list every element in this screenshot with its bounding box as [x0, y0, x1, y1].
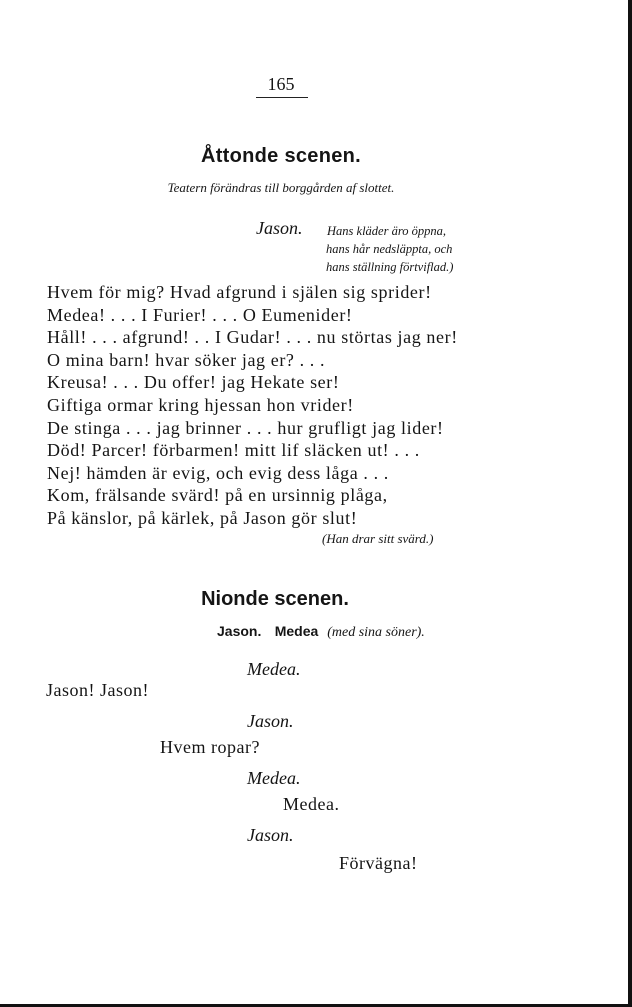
scene-8-speaker: Jason.: [256, 218, 303, 238]
verse-line: Giftiga ormar kring hjessan hon vrider!: [47, 394, 354, 415]
dialogue-line: Medea.: [283, 794, 340, 814]
scene-8-direction-line-3: hans ställning förtviflad.): [326, 260, 454, 274]
dialogue-speaker: Medea.: [247, 659, 301, 679]
verse-line: Kreusa! . . . Du offer! jag Hekate ser!: [47, 372, 340, 393]
scene-9-cast: [217, 623, 425, 641]
page-edge-right: [628, 0, 632, 1007]
dialogue-line: Hvem ropar?: [160, 737, 260, 757]
dialogue-line: Förvägna!: [339, 853, 418, 873]
page-number-rule: [256, 97, 308, 98]
dialogue-speaker: Medea.: [247, 768, 301, 788]
page-number: 165: [267, 74, 295, 94]
verse-line: Nej! hämden är evig, och evig dess låga . . .: [47, 462, 389, 483]
scene-8-title: Åttonde scenen.: [200, 145, 362, 167]
verse-line: Håll! . . . afgrund! . . I Gudar! . . . nu störtas jag ner!: [47, 327, 458, 348]
scene-8-verse: [47, 281, 458, 530]
cast-note: (med sina söner).: [327, 625, 425, 640]
scene-8-direction-line-2: hans hår nedsläppta, och: [326, 242, 453, 256]
scene-8-direction-line-1: Hans kläder äro öppna,: [327, 224, 446, 238]
verse-line: Medea! . . . I Furier! . . . O Eumenider!: [47, 304, 353, 325]
scene-8-closing-direction: (Han drar sitt svärd.): [322, 531, 434, 546]
dialogue-speaker: Jason.: [247, 825, 294, 845]
scene-8-stage-direction: Teatern förändras till borggården af slottet.: [167, 180, 395, 195]
dialogue-speaker: Jason.: [247, 711, 294, 731]
verse-line: O mina barn! hvar söker jag er? . . .: [47, 349, 326, 370]
verse-line: Kom, frälsande svärd! på en ursinnig plåga,: [47, 485, 388, 506]
verse-line: På känslor, på kärlek, på Jason gör slut!: [47, 507, 358, 528]
scene-9-title: Nionde scenen.: [201, 588, 349, 610]
verse-line: Hvem för mig? Hvad afgrund i själen sig sprider!: [47, 282, 432, 302]
dialogue-line: Jason! Jason!: [46, 680, 149, 700]
verse-line: De stinga . . . jag brinner . . . hur grufligt jag lider!: [47, 417, 444, 438]
cast-medea: Medea: [274, 623, 319, 639]
verse-line: Död! Parcer! förbarmen! mitt lif släcken ut! . . .: [47, 440, 420, 461]
cast-jason: Jason.: [217, 623, 262, 639]
